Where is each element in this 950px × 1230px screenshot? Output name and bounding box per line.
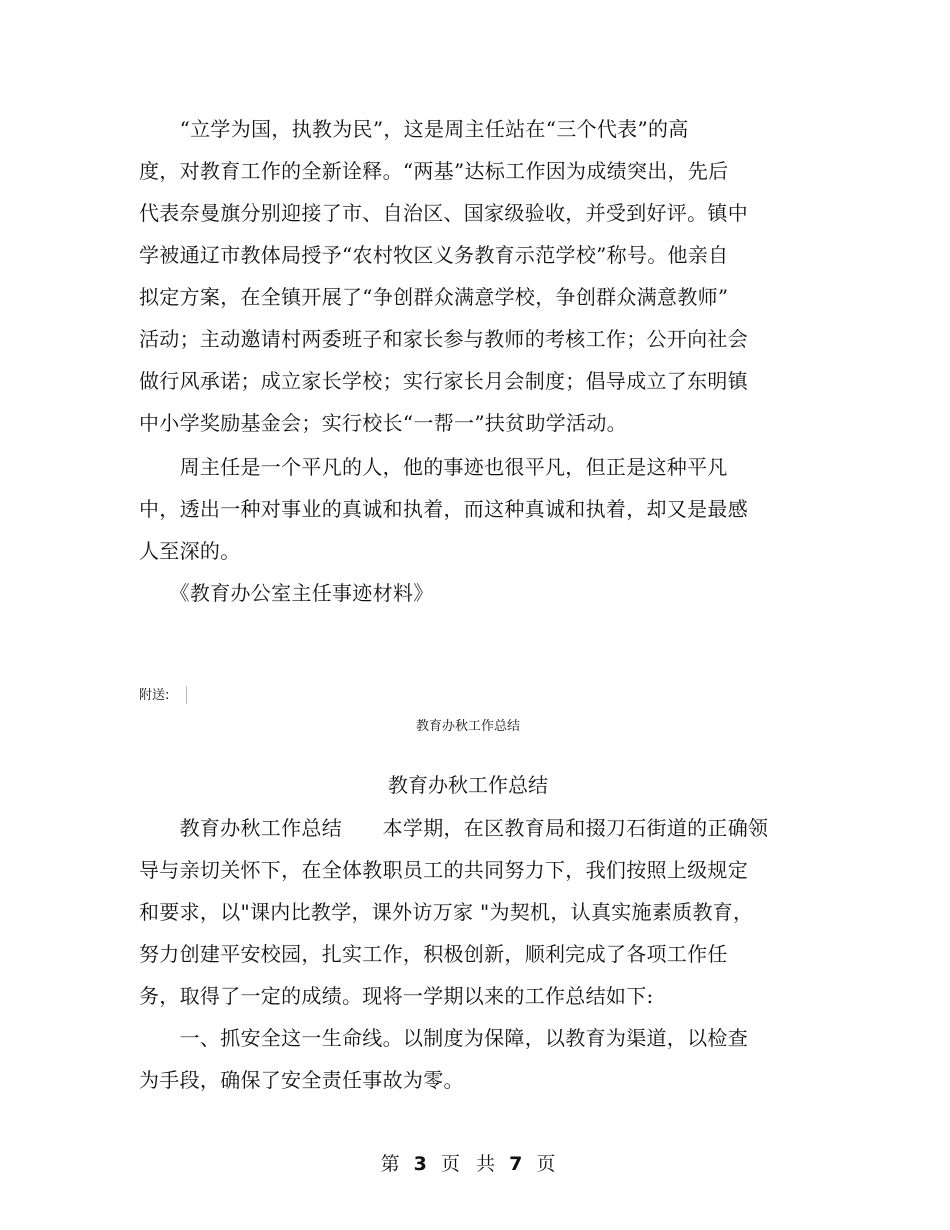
divider [186,686,187,704]
total-pages-number: 7 [509,1153,523,1175]
paragraph-line: 一、抓安全这一生命线。以制度为保障，以教育为渠道，以检查 [139,1026,748,1050]
current-page-number: 3 [413,1153,427,1175]
paragraph-line: 拟定方案，在全镇开展了“争创群众满意学校，争创群众满意教师” [139,285,729,309]
page-footer [0,1152,936,1176]
paragraph-line: 教育办秋工作总结 本学期，在区教育局和掇刀石街道的正确领 [139,816,769,840]
paragraph-line: “立学为国，执教为民”，这是周主任站在“三个代表”的高 [139,117,689,141]
footer-mid1: 页 [440,1153,460,1175]
paragraph-line: 人至深的。 [139,539,241,563]
paragraph-line: 学被通辽市教体局授予“农村牧区义务教育示范学校”称号。他亲自 [139,243,729,267]
paragraph-line: 和要求，以"课内比教学，课外访万家 "为契机，认真实施素质教育， [139,900,754,924]
paragraph-line: 周主任是一个平凡的人，他的事迹也很平凡，但正是这种平凡 [139,455,728,479]
paragraph-line: 中，透出一种对事业的真诚和执着，而这种真诚和执着，却又是最感 [139,497,748,521]
paragraph-line: 中小学奖励基金会；实行校长“一帮一”扶贫助学活动。 [139,411,627,435]
paragraph-line: 代表奈曼旗分别迎接了市、自治区、国家级验收，并受到好评。镇中 [139,201,748,225]
document-title-citation: 《教育办公室主任事迹材料》 [139,581,434,605]
paragraph-line: 导与亲切关怀下，在全体教职员工的共同努力下，我们按照上级规定 [139,858,748,882]
paragraph-line: 活动；主动邀请村两委班子和家长参与教师的考核工作；公开向社会 [139,327,748,351]
footer-post: 页 [536,1153,556,1175]
footer-mid2: 共 [476,1153,496,1175]
paragraph-line: 度，对教育工作的全新诠释。“两基”达标工作因为成绩突出，先后 [139,159,729,183]
paragraph-line: 为手段，确保了安全责任事故为零。 [139,1068,464,1092]
paragraph-line: 努力创建平安校园，扎实工作，积极创新，顺利完成了各项工作任 [139,942,728,966]
attachment-label: 附送: [139,688,170,703]
paragraph-line: 务，取得了一定的成绩。现将一学期以来的工作总结如下: [139,984,654,1008]
running-header: 教育办秋工作总结 [415,719,520,734]
footer-pre: 第 [380,1153,400,1175]
section-title: 教育办秋工作总结 [388,773,548,797]
paragraph-line: 做行风承诺；成立家长学校；实行家长月会制度；倡导成立了东明镇 [139,369,748,393]
